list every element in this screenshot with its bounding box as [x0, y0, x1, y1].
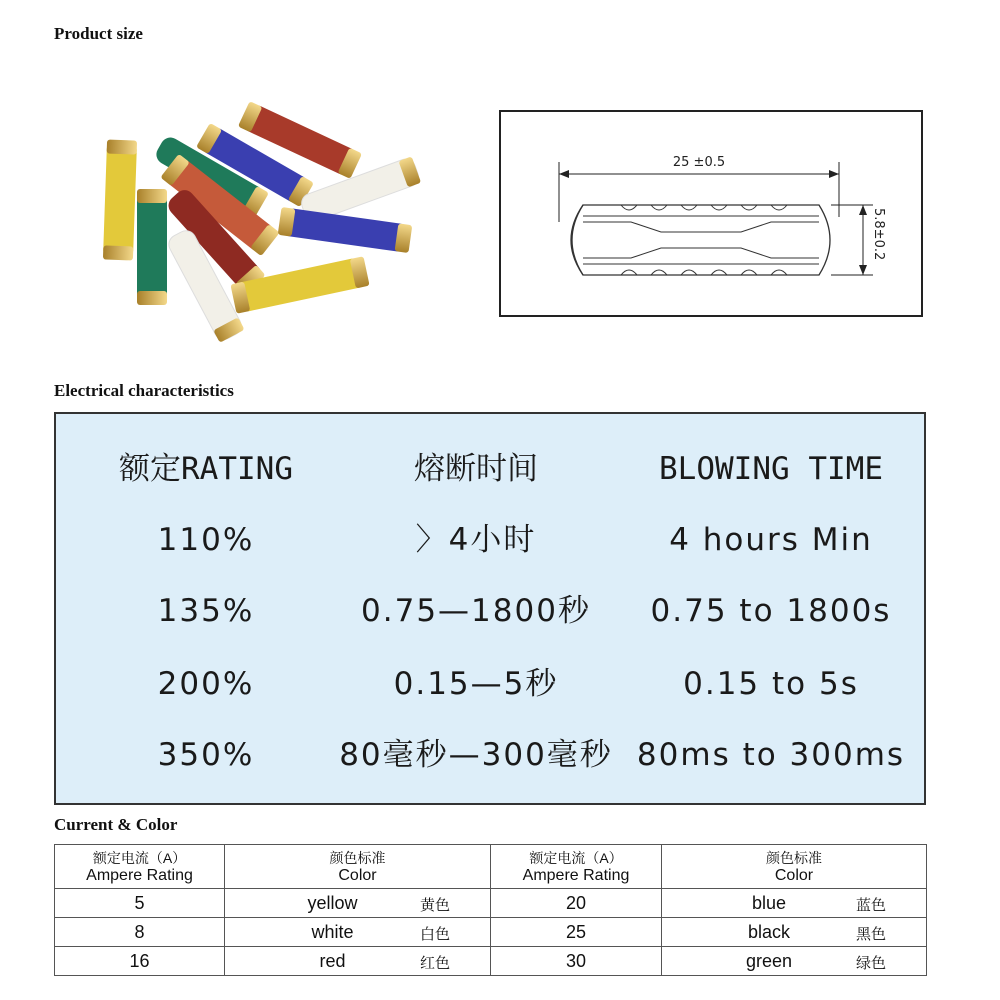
ampere-value: 20	[491, 889, 662, 918]
rating-value: 200%	[157, 666, 255, 702]
color-name-en: yellow	[307, 893, 358, 913]
color-name-en: black	[747, 922, 791, 942]
blowing-time-zh: 〉4小时	[415, 522, 537, 558]
color-cell	[662, 918, 927, 947]
blowing-time-zh: 0.15—5秒	[393, 666, 559, 702]
electrical-characteristics-title: Electrical characteristics	[54, 381, 234, 400]
ampere-rating-header-zh: 额定电流（A）	[92, 849, 187, 866]
rating-value: 350%	[157, 737, 255, 773]
color-name-zh: 绿色	[855, 955, 886, 972]
ampere-value: 5	[55, 889, 225, 918]
color-name-en: white	[311, 922, 354, 942]
color-header-en: Color	[338, 866, 377, 884]
blowing-time-zh: 80毫秒—300毫秒	[339, 737, 613, 773]
color-name-en: blue	[751, 893, 787, 913]
blowing-time-header: BLOWING TIME	[659, 451, 883, 487]
rating-header: 额定RATING	[119, 451, 293, 487]
color-cell	[662, 947, 927, 976]
length-label: 25 ±0.5	[672, 155, 726, 170]
blowing-time-zh-header: 熔断时间	[414, 451, 538, 487]
color-cell	[662, 889, 927, 918]
table-row	[55, 889, 927, 918]
ampere-rating-header-en: Ampere Rating	[86, 866, 193, 884]
ampere-value: 25	[491, 918, 662, 947]
color-name-zh: 黄色	[419, 897, 450, 914]
rating-value: 110%	[157, 522, 255, 558]
electrical-characteristics-panel	[54, 412, 926, 805]
table-header-row	[55, 845, 927, 889]
color-name-en: green	[745, 951, 793, 971]
ampere-rating-header-en: Ampere Rating	[522, 866, 630, 884]
color-header	[662, 845, 927, 889]
color-name-zh: 红色	[419, 955, 450, 972]
color-header	[225, 845, 491, 889]
electrical-row	[56, 656, 924, 712]
electrical-row	[56, 583, 924, 639]
ampere-rating-header	[55, 845, 225, 889]
color-cell	[225, 947, 491, 976]
electrical-header-row	[56, 441, 924, 497]
electrical-row	[56, 727, 924, 783]
ampere-value: 16	[55, 947, 225, 976]
color-header-en: Color	[774, 866, 814, 884]
rating-value: 135%	[157, 593, 255, 629]
color-name-zh: 白色	[419, 926, 450, 943]
blowing-time-en: 0.75 to 1800s	[650, 593, 892, 629]
blowing-time-en: 0.15 to 5s	[683, 666, 859, 702]
ampere-value: 8	[55, 918, 225, 947]
blowing-time-en: 4 hours Min	[669, 522, 873, 558]
ampere-value: 30	[491, 947, 662, 976]
ampere-rating-header	[491, 845, 662, 889]
width-label: 5.8±0.2	[871, 208, 886, 261]
color-name-zh: 黑色	[855, 926, 886, 943]
current-color-title: Current & Color	[54, 815, 178, 834]
color-cell	[225, 889, 491, 918]
table-row	[55, 947, 927, 976]
color-cell	[225, 918, 491, 947]
blowing-time-en: 80ms to 300ms	[636, 737, 906, 773]
color-name-en: red	[319, 951, 346, 971]
table-row	[55, 918, 927, 947]
color-name-zh: 蓝色	[855, 897, 886, 914]
product-size-title: Product size	[54, 24, 143, 43]
fuses-photo	[90, 95, 430, 355]
dimension-drawing	[499, 110, 923, 317]
electrical-row	[56, 512, 924, 568]
current-color-table	[54, 844, 927, 976]
color-header-zh: 颜色标准	[329, 849, 386, 866]
blowing-time-zh: 0.75—1800秒	[361, 593, 591, 629]
color-header-zh: 颜色标准	[766, 849, 822, 866]
ampere-rating-header-zh: 额定电流（A）	[529, 849, 623, 866]
